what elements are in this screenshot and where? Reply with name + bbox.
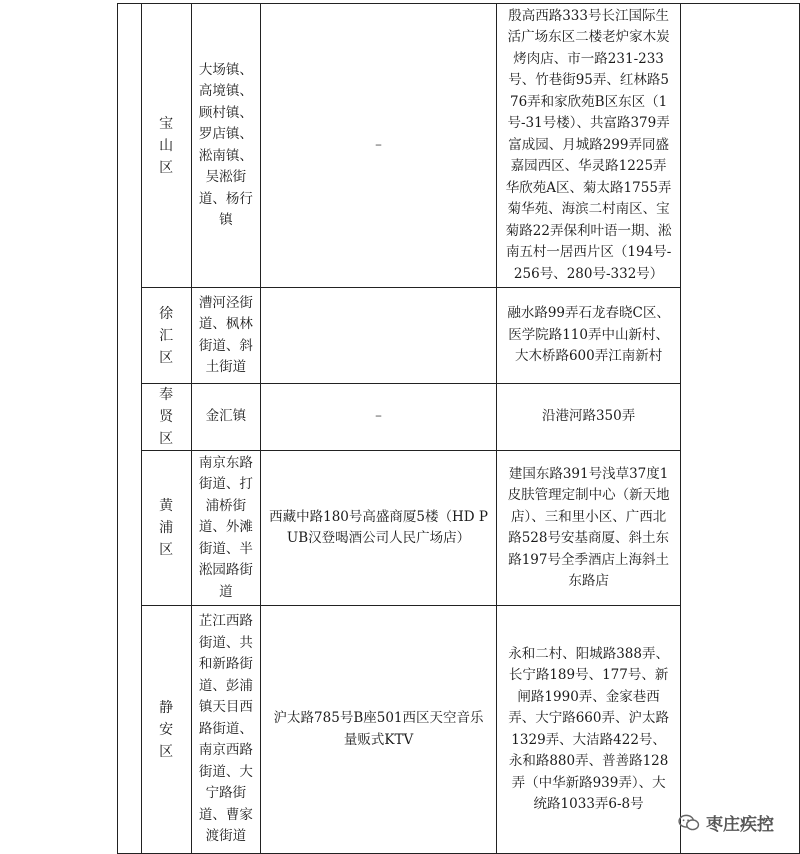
- venue-cell: [261, 288, 497, 384]
- account-watermark: [678, 810, 774, 835]
- residence-cell: 建国东路391号浅草37度1皮肤管理定制中心（新天地店）、三和里小区、广西北路528号安基商厦、斜土东路197号全季酒店上海斜土东路店: [496, 451, 680, 606]
- wechat-logo-icon: [678, 814, 700, 832]
- watermark-text: 枣庄疾控: [706, 815, 774, 835]
- venue-cell: 沪太路785号B座501西区天空音乐量贩式KTV: [261, 606, 497, 854]
- district-cell: 徐汇区: [141, 288, 191, 384]
- right-merged-cell: [681, 4, 800, 854]
- risk-area-table: [117, 3, 800, 854]
- residence-cell: 永和二村、阳城路388弄、长宁路189号、177号、新闸路1990弄、金家巷西弄、大宁路660弄、沪太路1329弄、大洁路422号、永和路880弄、普善路128弄（中华新路939弄）、大统路1033弄6-8号: [496, 606, 680, 854]
- streets-cell: 金汇镇: [191, 384, 261, 451]
- district-cell: 黄浦区: [141, 451, 191, 606]
- streets-cell: 大场镇、高境镇、顾村镇、罗店镇、淞南镇、吴淞街道、杨行镇: [191, 4, 261, 288]
- table-row: [118, 4, 800, 288]
- left-merged-cell: [118, 4, 142, 854]
- streets-cell: 南京东路街道、打浦桥街道、外滩街道、半淞园路街道: [191, 451, 261, 606]
- residence-cell: 融水路99弄石龙春晓C区、医学院路110弄中山新村、大木桥路600弄江南新村: [496, 288, 680, 384]
- streets-cell: 漕河泾街道、枫林街道、斜土街道: [191, 288, 261, 384]
- venue-cell: –: [261, 4, 497, 288]
- venue-cell: 西藏中路180号高盛商厦5楼（HD PUB汉登喝酒公司人民广场店）: [261, 451, 497, 606]
- district-cell: 宝山区: [141, 4, 191, 288]
- streets-cell: 芷江西路街道、共和新路街道、彭浦镇天目西路街道、南京西路街道、大宁路街道、曹家渡街道: [191, 606, 261, 854]
- residence-cell: 沿港河路350弄: [496, 384, 680, 451]
- venue-cell: –: [261, 384, 497, 451]
- residence-cell: 殷高西路333号长江国际生活广场东区二楼老炉家木炭烤肉店、市一路231-233号、竹巷街95弄、红林路576弄和家欣苑B区东区（1号-31号楼）、共富路379弄富成园、月城路299弄同盛嘉园西区、华灵路1225弄华欣苑A区、菊太路1755弄菊华苑、海滨二村南区、宝菊路22弄保利叶语一期、淞南五村一居西片区（194号-256号、280号-332号）: [496, 4, 680, 288]
- district-cell: 奉贤区: [141, 384, 191, 451]
- district-cell: 静安区: [141, 606, 191, 854]
